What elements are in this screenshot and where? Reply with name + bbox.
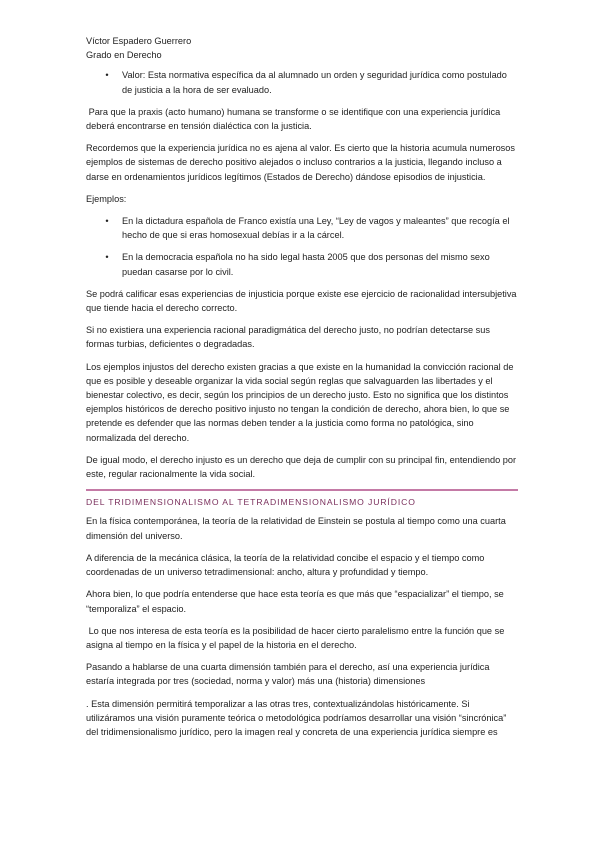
bullet-icon: • — [105, 70, 109, 81]
page-content — [86, 34, 518, 747]
author-name: Víctor Espadero Guerrero — [86, 36, 192, 46]
paragraph: Lo que nos interesa de esta teoría es la posibilidad de hacer cierto paralelismo entre la función que se asigna al tiempo en la física y el papel de la historia en el derecho. — [86, 625, 507, 650]
section-heading: DEL TRIDIMENSIONALISMO AL TETRADIMENSIONALISMO JURÍDICO — [86, 497, 416, 508]
paragraph: Ahora bien, lo que podría entenderse que hace esta teoría es que más que “espacializar” el tiempo, se “temporaliza” el espacio. — [86, 589, 504, 614]
paragraph: A diferencia de la mecánica clásica, la teoría de la relatividad concibe el espacio y el tiempo como coordenadas de un universo tetradimensional: ancho, altura y profundidad y tiempo. — [86, 552, 485, 578]
bullet-icon: • — [105, 216, 109, 227]
paragraph: Los ejemplos injustos del derecho existen gracias a que existe en la humanidad la convicción racional de que es posible y deseable organizar la vida social según reglas que salvaguarden las libertades y el bienestar colectivo, es decir, según los principios de un derecho justo. Esto no significa que los distintos ejemplos históricos de derecho positivo injusto no tengan la condición de derecho, ahora bien, lo que se pretende es defender que las normas deben tender a la justicia como forma no patológica, sino normalizada del derecho. — [86, 361, 514, 443]
bullet-text: Valor: Esta normativa específica da al alumnado un orden y seguridad jurídica como postulado de justicia a la hora de ser evaluado. — [122, 70, 507, 95]
paragraph: Recordemos que la experiencia jurídica no es ajena al valor. Es cierto que la historia acumula numerosos ejemplos de sistemas de derecho positivo alejados o incluso contrarios a la justicia, llegando incluso a darse en ordenamientos jurídicos legítimos (Estados de Derecho) dándose episodios de injusticia. — [86, 143, 515, 182]
page-header — [86, 34, 518, 62]
list-item — [86, 214, 518, 242]
paragraph: Se podrá calificar esas experiencias de injusticia porque existe ese ejercicio de racionalidad intersubjetiva que tiende hacia el derecho correcto. — [86, 288, 517, 314]
list-item — [86, 250, 518, 278]
bullet-text: En la democracia española no ha sido legal hasta 2005 que dos personas del mismo sexo puedan casarse por lo civil. — [122, 252, 490, 277]
paragraph: Para que la praxis (acto humano) humana se transforme o se identifique con una experiencia jurídica deberá encontrarse en tensión dialéctica con la justicia. — [86, 106, 503, 132]
list-item — [86, 68, 518, 96]
examples-list — [86, 214, 518, 279]
bullet-icon: • — [105, 252, 109, 263]
degree-name: Grado en Derecho — [86, 50, 162, 61]
valor-bullet-list — [86, 68, 518, 96]
paragraph: En la física contemporánea, la teoría de la relatividad de Einstein se postula al tiempo como una cuarta dimensión del universo. — [86, 516, 506, 541]
paragraph: . Esta dimensión permitirá temporalizar a las otras tres, contextualizándolas históricamente. Si utilizáramos una visión puramente teórica o metodológica podríamos desarrollar una visión “sincrónica” del tridimensionalismo jurídico, pero la imagen real y concreta de una experiencia jurídica siempre es — [86, 698, 507, 737]
examples-label: Ejemplos: — [86, 193, 127, 204]
bullet-text: En la dictadura española de Franco existía una Ley, “Ley de vagos y maleantes” que recogía el hecho de que si eras homosexual debías ir a la cárcel. — [122, 216, 510, 241]
section-divider — [86, 489, 518, 491]
paragraph: Si no existiera una experiencia racional paradigmática del derecho justo, no podrían detectarse sus formas turbias, deficientes o degradadas. — [86, 325, 490, 350]
paragraph: Pasando a hablarse de una cuarta dimensión también para el derecho, así una experiencia jurídica estaría integrada por tres (sociedad, norma y valor) más una (historia) dimensiones — [86, 662, 490, 687]
paragraph: De igual modo, el derecho injusto es un derecho que deja de cumplir con su principal fin, entendiendo por este, regular racionalmente la vida social. — [86, 454, 517, 480]
